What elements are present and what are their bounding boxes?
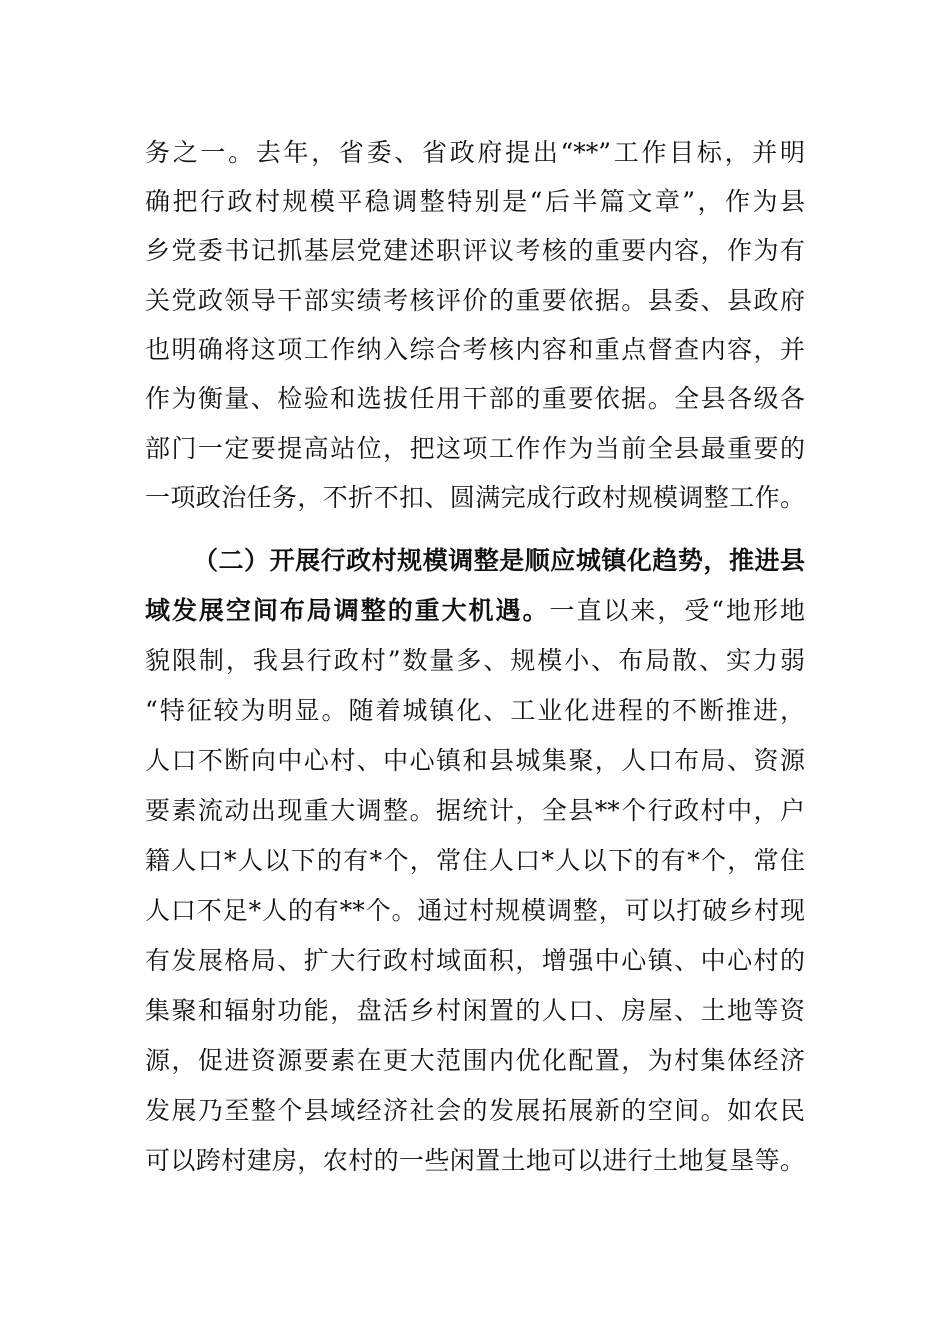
paragraph-line: 发展乃至整个县域经济社会的发展拓展新的空间。如农民 [145,1096,805,1125]
section-heading-bold: 域发展空间布局调整的重大机遇。 [145,596,550,625]
paragraph-line: 一项政治任务，不折不扣、圆满完成行政村规模调整工作。 [145,483,805,512]
paragraph-line: 集聚和辐射功能，盘活乡村闲置的人口、房屋、土地等资 [145,996,805,1025]
paragraph-line: 要素流动出现重大调整。据统计，全县**个行政村中，户 [145,796,805,825]
paragraph-line: 关党政领导干部实绩考核评价的重要依据。县委、县政府 [145,286,805,315]
section-heading-continuation [145,594,805,628]
paragraph-line: 有发展格局、扩大行政村域面积，增强中心镇、中心村的 [145,946,805,975]
paragraph-line: 人口不足*人的有**个。通过村规模调整，可以打破乡村现 [145,896,805,925]
section-heading-line: （二）开展行政村规模调整是顺应城镇化趋势，推进县 [193,546,805,575]
paragraph-line: 可以跨村建房，农村的一些闲置土地可以进行土地复垦等。 [145,1146,805,1175]
paragraph-line: 也明确将这项工作纳入综合考核内容和重点督查内容，并 [145,335,805,364]
paragraph-line: 乡党委书记抓基层党建述职评议考核的重要内容，作为有 [145,236,805,265]
paragraph-line: 务之一。去年，省委、省政府提出“**”工作目标，并明 [145,138,805,167]
paragraph-line: 源，促进资源要素在更大范围内优化配置，为村集体经济 [145,1046,805,1075]
paragraph-line: 籍人口*人以下的有*个，常住人口*人以下的有*个，常住 [145,846,805,875]
paragraph-line: 部门一定要提高站位，把这项工作作为当前全县最重要的 [145,434,805,463]
paragraph-line: 人口不断向中心村、中心镇和县城集聚，人口布局、资源 [145,746,805,775]
paragraph-line: 作为衡量、检验和选拔任用干部的重要依据。全县各级各 [145,384,805,413]
paragraph-line: “特征较为明显。随着城镇化、工业化进程的不断推进， [145,696,805,725]
paragraph-text: 一直以来，受“地形地 [549,596,805,625]
paragraph-line: 确把行政村规模平稳调整特别是“后半篇文章”，作为县 [145,187,805,216]
paragraph-line: 貌限制，我县行政村”数量多、规模小、布局散、实力弱 [145,646,805,675]
